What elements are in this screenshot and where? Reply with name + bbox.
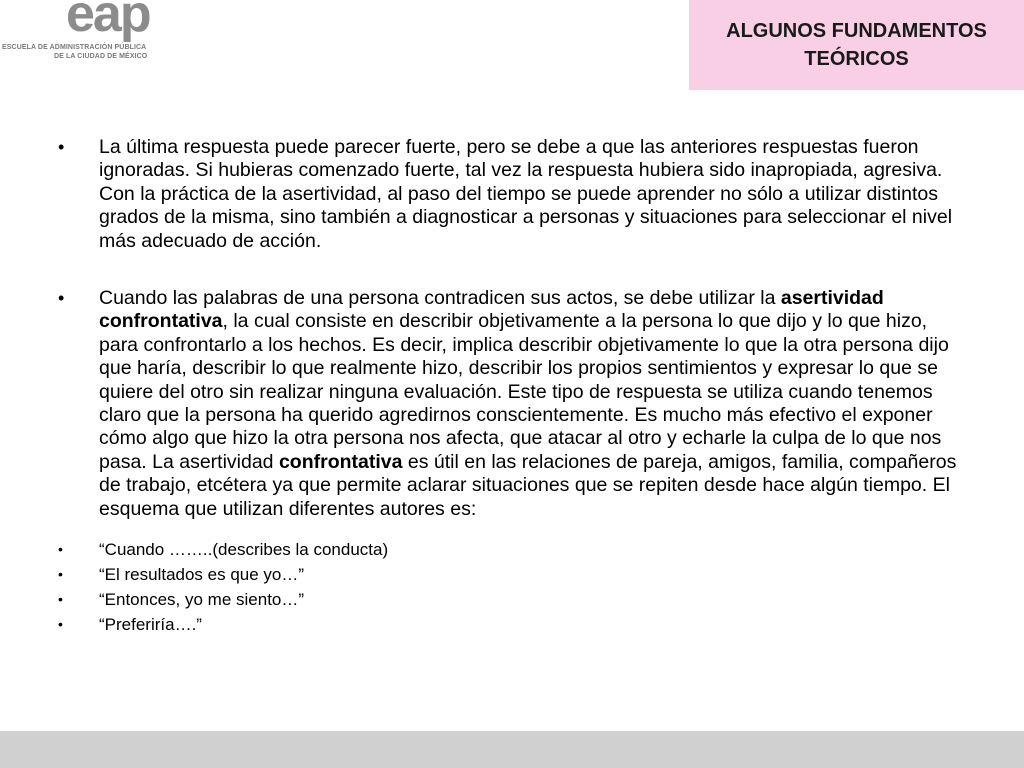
paragraph-1-text: La última respuesta puede parecer fuerte, pero se debe a que las anteriores respuestas fueron ignoradas. Si hubieras comenzado fuerte, tal vez la respuesta hubiera sido inapropiada, agresiva. Con la práctica de la asertividad, al paso del tiempo se puede aprender no sólo a utilizar distintos grados de la misma, sino también a diagnosticar a personas y situaciones para seleccionar el nivel más adecuado de acción.: [99, 136, 953, 252]
slide-title-box: [689, 0, 1024, 90]
scheme-item-text: “Entonces, yo me siento…”: [99, 590, 305, 610]
scheme-item-text: “Preferiría….”: [99, 615, 202, 635]
bullet-dot: •: [58, 591, 63, 608]
paragraph-2-part-c: , la cual consiste en describir objetivamente a la persona lo que dijo y lo que hizo, para confrontarlo a los hechos. Es decir, implica describir objetivamente lo que la otra persona dijo que haría, describir lo que realmente hizo, describir los propios sentimientos y expresar lo que se quiere del otro sin realizar ninguna evaluación. Este tipo de respuesta se utiliza cuando tenemos claro que la persona ha querido agredirnos conscientemente. Es mucho más efectivo el exponer cómo algo que hizo la otra persona nos afecta, que atacar al otro y echarle la culpa de lo que nos pasa. La asertividad: [99, 310, 949, 473]
slide-title-line-1: ALGUNOS FUNDAMENTOS: [726, 20, 987, 42]
scheme-item: [58, 587, 958, 612]
eap-logo: [0, 0, 160, 62]
bullet-dot: •: [58, 616, 63, 633]
slide-content: [58, 136, 958, 637]
logo-line-2: DE LA CIUDAD DE MÉXICO: [54, 53, 148, 60]
term-asertividad-confrontativa: asertividad confrontativa: [99, 287, 884, 333]
scheme-item-text: “Cuando ……..(describes la conducta): [99, 540, 389, 560]
logo-mark: eap: [66, 0, 150, 43]
scheme-item-text: “El resultados es que yo…”: [99, 565, 305, 585]
paragraph-2-part-e: es útil en las relaciones de pareja, amigos, familia, compañeros de trabajo, etcétera ya que permite aclarar situaciones que se repiten desde hace algún tiempo. El esquema que utilizan diferentes autores es:: [99, 450, 957, 520]
term-confrontativa: confrontativa: [278, 450, 403, 473]
logo-line-1: ESCUELA DE ADMINISTRACIÓN PÚBLICA: [2, 44, 147, 51]
bullet-dot: •: [58, 137, 65, 157]
bullet-dot: •: [58, 566, 63, 583]
bullet-paragraph-2: [58, 287, 958, 521]
scheme-list: [58, 537, 958, 637]
footer-bar: [0, 731, 1024, 768]
scheme-item: [58, 612, 958, 637]
scheme-item: [58, 562, 958, 587]
bullet-dot: •: [58, 541, 63, 558]
bullet-paragraph-1: [58, 136, 958, 253]
paragraph-2-part-a: Cuando las palabras de una persona contradicen sus actos, se debe utilizar la: [99, 287, 781, 310]
slide-title-line-2: TEÓRICOS: [804, 48, 909, 70]
paragraph-2-text: [99, 287, 958, 521]
scheme-item: [58, 537, 958, 562]
bullet-dot: •: [58, 288, 65, 309]
